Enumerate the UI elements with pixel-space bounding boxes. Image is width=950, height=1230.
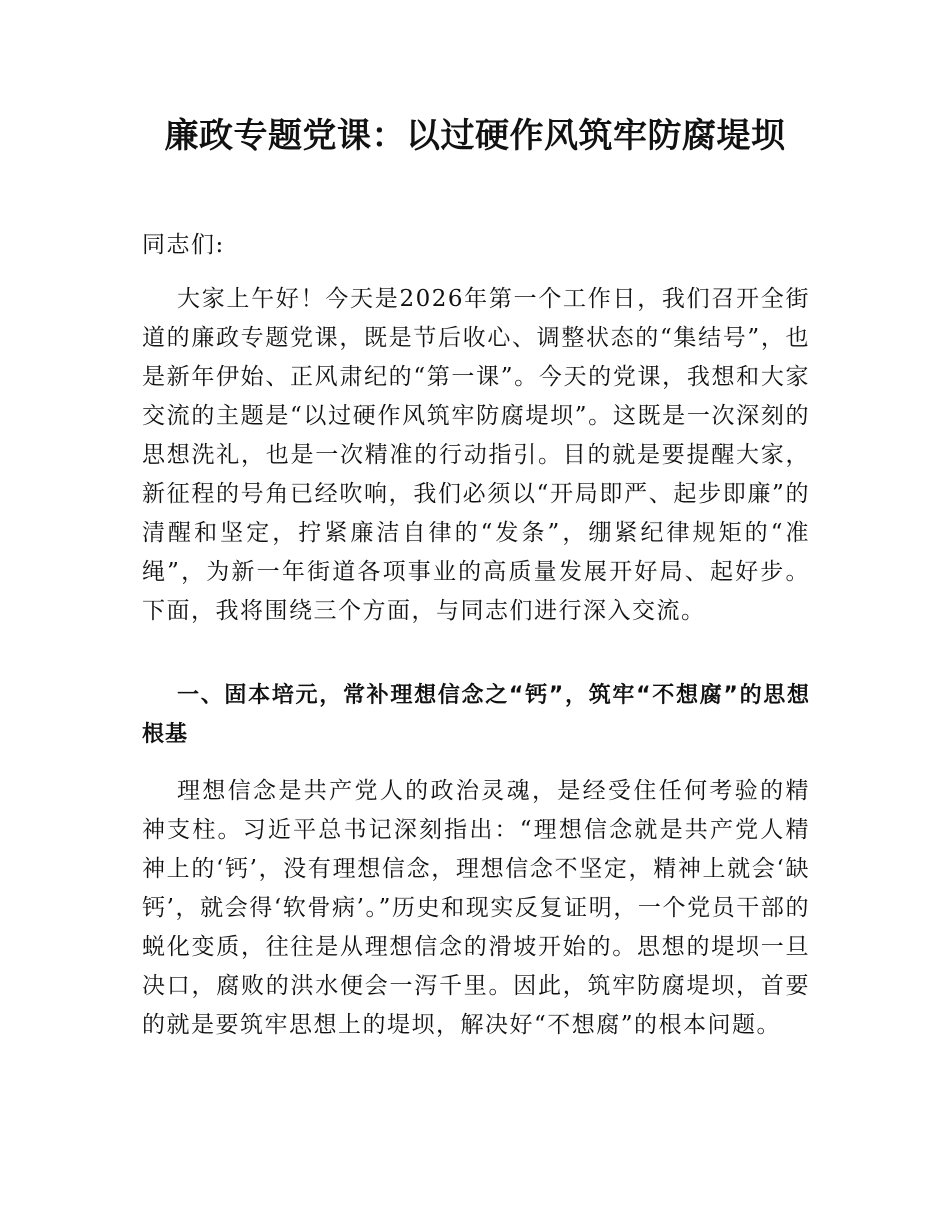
intro-paragraph: 大家上午好！今天是2026年第一个工作日，我们召开全街道的廉政专题党课，既是节后收心、调整状态的“集结号”，也是新年伊始、正风肃纪的“第一课”。今天的党课，我想和大家交流的主题是“以过硬作风筑牢防腐堤坝”。这既是一次深刻的思想洗礼，也是一次精准的行动指引。目的就是要提醒大家，新征程的号角已经吹响，我们必须以“开局即严、起步即廉”的清醒和坚定，拧紧廉洁自律的“发条”，绷紧纪律规矩的“准绳”，为新一年街道各项事业的高质量发展开好局、起好步。下面，我将围绕三个方面，与同志们进行深入交流。 — [142, 286, 810, 624]
section-1-paragraph: 理想信念是共产党人的政治灵魂，是经受住任何考验的精神支柱。习近平总书记深刻指出：“理想信念就是共产党人精神上的‘钙’，没有理想信念，理想信念不坚定，精神上就会‘缺钙’，就会得‘软骨病’。”历史和现实反复证明，一个党员干部的蜕化变质，往往是从理想信念的滑坡开始的。思想的堤坝一旦决口，腐败的洪水便会一泻千里。因此，筑牢防腐堤坝，首要的就是要筑牢思想上的堤坝，解决好“不想腐”的根本问题。 — [142, 778, 810, 1038]
section-heading-1: 一、固本培元，常补理想信念之“钙”，筑牢“不想腐”的思想根基 — [142, 683, 810, 747]
salutation: 同志们: — [142, 232, 225, 258]
document-title: 廉政专题党课：以过硬作风筑牢防腐堤坝 — [164, 116, 786, 156]
